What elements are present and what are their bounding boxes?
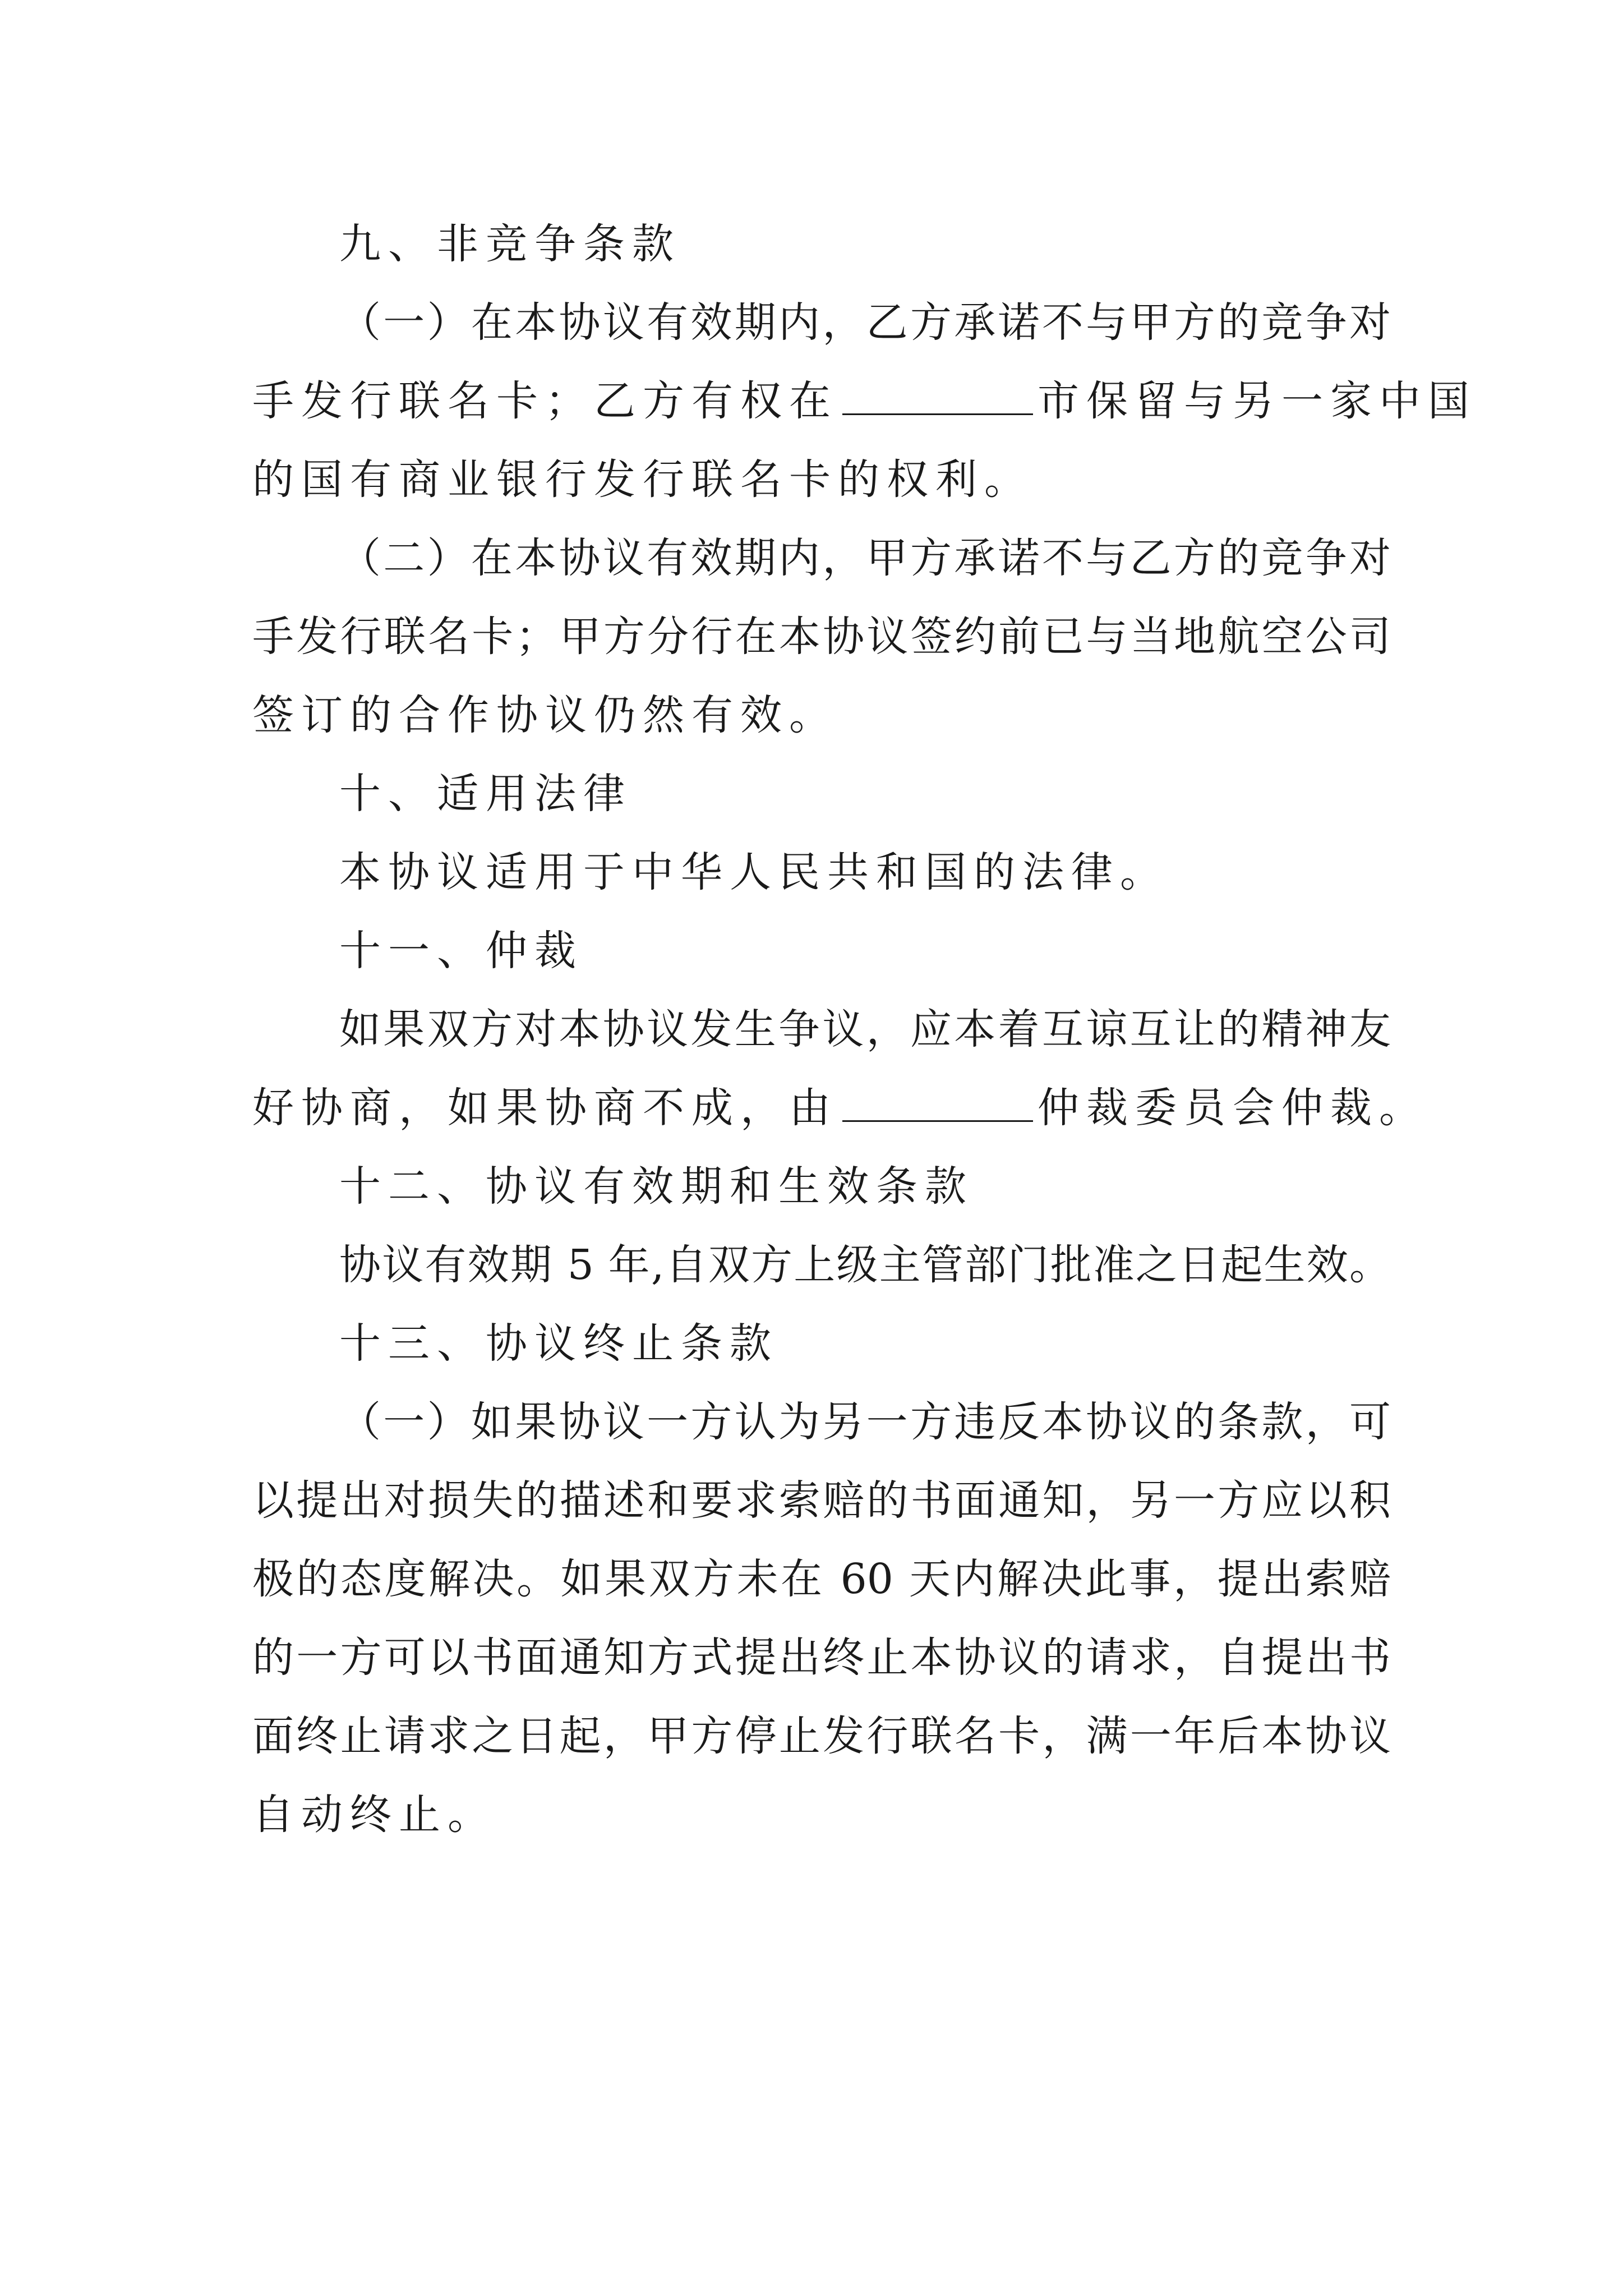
- section-12-heading: 十二、协议有效期和生效条款: [339, 1162, 974, 1211]
- section-11-heading: 十一、仲裁: [339, 927, 583, 975]
- section-13-item-1-line-6: 自动终止。: [252, 1791, 496, 1839]
- section-9-heading: 九、非竞争条款: [339, 220, 681, 268]
- section-9-item-1-line-2-text-b: 市保留与另一家中国: [1038, 377, 1477, 425]
- section-9-item-1-line-2: [252, 359, 1477, 443]
- section-13-item-1-line-4: 的一方可以书面通知方式提出终止本协议的请求，自提出书: [252, 1634, 1391, 1682]
- section-13-item-1-line-1: （一）如果协议一方认为另一方违反本协议的条款，可: [339, 1398, 1391, 1446]
- section-13-heading: 十三、协议终止条款: [339, 1319, 778, 1368]
- city-blank-field: [842, 375, 1033, 415]
- section-9-item-1-line-1: （一）在本协议有效期内，乙方承诺不与甲方的竞争对: [339, 298, 1391, 347]
- section-11-line-2-text-a: 好协商，如果协商不成，由: [252, 1084, 838, 1132]
- section-11-line-2-text-b: 仲裁委员会仲裁。: [1038, 1084, 1428, 1132]
- section-12-body: 协议有效期 5 年,自双方上级主管部门批准之日起生效。: [339, 1241, 1391, 1289]
- section-10-heading: 十、适用法律: [339, 770, 632, 818]
- section-9-item-1-line-3: 的国有商业银行发行联名卡的权利。: [252, 455, 1033, 504]
- section-9-item-2-line-2: 手发行联名卡；甲方分行在本协议签约前已与当地航空公司: [252, 613, 1391, 661]
- section-11-line-2: [252, 1066, 1428, 1150]
- section-11-line-1: 如果双方对本协议发生争议，应本着互谅互让的精神友: [339, 1005, 1391, 1053]
- section-9-item-2-line-3: 签订的合作协议仍然有效。: [252, 691, 838, 739]
- section-9-item-1-line-2-text-a: 手发行联名卡；乙方有权在: [252, 377, 838, 425]
- arbitration-blank-field: [842, 1082, 1033, 1122]
- section-13-item-1-line-5: 面终止请求之日起，甲方停止发行联名卡，满一年后本协议: [252, 1712, 1391, 1760]
- section-9-item-2-line-1: （二）在本协议有效期内，甲方承诺不与乙方的竞争对: [339, 534, 1391, 582]
- section-13-item-1-line-2: 以提出对损失的描述和要求索赔的书面通知，另一方应以积: [252, 1476, 1391, 1525]
- section-10-body: 本协议适用于中华人民共和国的法律。: [339, 848, 1169, 896]
- section-13-item-1-line-3: 极的态度解决。如果双方未在 60 天内解决此事，提出索赔: [252, 1555, 1391, 1603]
